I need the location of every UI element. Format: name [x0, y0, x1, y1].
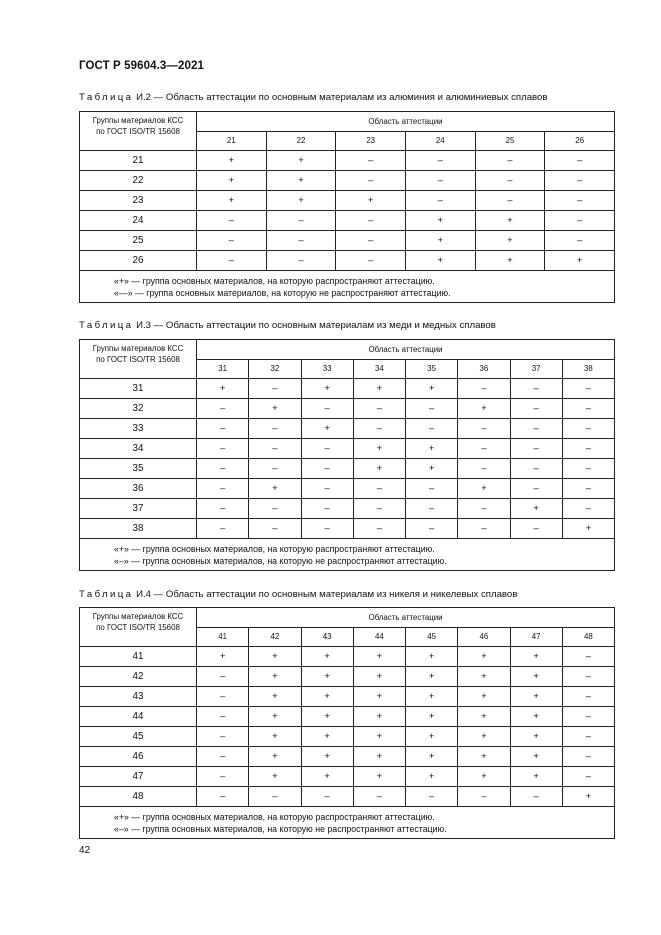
row-group-label: 34	[80, 439, 197, 459]
table-cell: +	[458, 727, 510, 747]
table-cell: –	[197, 419, 249, 439]
row-group-label: 25	[80, 231, 197, 251]
table-cell: +	[301, 667, 353, 687]
table-cell: +	[301, 419, 353, 439]
table-cell: –	[406, 479, 458, 499]
table-cell: –	[353, 787, 405, 807]
table-cell: +	[458, 399, 510, 419]
table-cell: –	[545, 231, 615, 251]
table-cell: –	[406, 787, 458, 807]
column-number: 31	[197, 360, 249, 379]
note-plus: «+» — группа основных материалов, на которую распространяют аттестацию.	[114, 543, 435, 554]
table-cell: +	[266, 151, 336, 171]
table-row	[80, 191, 615, 211]
groups-header	[80, 340, 197, 379]
table-cell: –	[562, 747, 614, 767]
caption-prefix: Таблица	[79, 589, 134, 600]
notes-row	[80, 271, 615, 303]
table-cell: –	[458, 499, 510, 519]
table-cell: –	[301, 439, 353, 459]
table-cell: –	[510, 519, 562, 539]
table-row	[80, 251, 615, 271]
table-cell: –	[197, 687, 249, 707]
table-cell: –	[336, 211, 406, 231]
table-cell: +	[353, 439, 405, 459]
groups-header-line1: Группы материалов КСС	[92, 612, 184, 621]
table-cell: –	[405, 191, 475, 211]
column-number: 38	[562, 360, 614, 379]
table-cell: –	[197, 667, 249, 687]
table-cell: +	[406, 767, 458, 787]
table-cell: –	[197, 707, 249, 727]
table-cell: +	[249, 647, 301, 667]
table-cell: +	[510, 707, 562, 727]
table-cell: –	[406, 519, 458, 539]
table-cell: –	[197, 399, 249, 419]
table-cell: +	[406, 379, 458, 399]
table-cell: +	[406, 727, 458, 747]
table-cell: +	[458, 667, 510, 687]
table-cell: –	[353, 479, 405, 499]
groups-header	[80, 112, 197, 151]
table-cell: –	[249, 787, 301, 807]
groups-header-line1: Группы материалов КСС	[92, 116, 184, 125]
row-group-label: 23	[80, 191, 197, 211]
table-cell: –	[475, 151, 545, 171]
column-number: 34	[353, 360, 405, 379]
table-caption	[79, 320, 496, 331]
row-group-label: 33	[80, 419, 197, 439]
table-cell: –	[406, 499, 458, 519]
table-cell: –	[197, 499, 249, 519]
table-cell: –	[353, 499, 405, 519]
note-plus: «+» — группа основных материалов, на которую распространяют аттестацию.	[114, 811, 435, 822]
column-number: 41	[197, 628, 249, 647]
table-cell: –	[545, 171, 615, 191]
groups-header-line2: по ГОСТ ISO/TR 15608	[96, 127, 180, 136]
table-cell: +	[510, 727, 562, 747]
row-group-label: 48	[80, 787, 197, 807]
notes-row	[80, 807, 615, 839]
table-cell: –	[336, 151, 406, 171]
table-cell: +	[301, 727, 353, 747]
table-cell: +	[510, 767, 562, 787]
table-cell: +	[266, 191, 336, 211]
groups-header-line1: Группы материалов КСС	[92, 344, 184, 353]
table-cell: –	[197, 747, 249, 767]
table-cell: –	[458, 459, 510, 479]
table-cell: +	[353, 459, 405, 479]
table-cell: +	[510, 747, 562, 767]
table-row	[80, 439, 615, 459]
table-cell: –	[249, 459, 301, 479]
table-row	[80, 231, 615, 251]
column-number: 33	[301, 360, 353, 379]
table-cell: +	[353, 707, 405, 727]
column-number: 25	[475, 132, 545, 151]
column-number: 26	[545, 132, 615, 151]
table-row	[80, 747, 615, 767]
note-minus: «—» — группа основных материалов, на которую не распространяют аттестацию.	[114, 287, 451, 298]
note-minus: «–» — группа основных материалов, на которую не распространяют аттестацию.	[114, 555, 447, 566]
table-row	[80, 519, 615, 539]
row-group-label: 38	[80, 519, 197, 539]
table-cell: –	[197, 459, 249, 479]
table-cell: +	[406, 747, 458, 767]
table-cell: +	[405, 231, 475, 251]
table-cell: –	[301, 479, 353, 499]
table-cell: –	[405, 171, 475, 191]
table-cell: –	[510, 379, 562, 399]
column-number: 21	[197, 132, 267, 151]
row-group-label: 21	[80, 151, 197, 171]
table-cell: –	[545, 151, 615, 171]
table-cell: –	[197, 767, 249, 787]
row-group-label: 24	[80, 211, 197, 231]
row-group-label: 31	[80, 379, 197, 399]
table-cell: +	[406, 439, 458, 459]
table-cell: +	[301, 687, 353, 707]
table-cell: –	[562, 707, 614, 727]
caption-text: И.4 — Область аттестации по основным материалам из никеля и никелевых сплавов	[133, 589, 518, 600]
column-number: 32	[249, 360, 301, 379]
table-cell: –	[458, 379, 510, 399]
table-row	[80, 767, 615, 787]
caption-text: И.3 — Область аттестации по основным материалам из меди и медных сплавов	[133, 320, 496, 331]
row-group-label: 32	[80, 399, 197, 419]
table-cell: –	[562, 439, 614, 459]
table-cell: +	[406, 667, 458, 687]
table-cell: –	[266, 211, 336, 231]
table-row	[80, 647, 615, 667]
table-cell: –	[510, 459, 562, 479]
table-cell: –	[197, 787, 249, 807]
table-cell: –	[336, 251, 406, 271]
table-cell: +	[510, 499, 562, 519]
table-cell: +	[353, 687, 405, 707]
table-cell: +	[458, 767, 510, 787]
table-cell: –	[475, 171, 545, 191]
row-group-label: 45	[80, 727, 197, 747]
table-cell: –	[301, 519, 353, 539]
table-cell: –	[562, 727, 614, 747]
table-cell: +	[266, 171, 336, 191]
table-cell: +	[249, 727, 301, 747]
column-number: 35	[406, 360, 458, 379]
row-group-label: 47	[80, 767, 197, 787]
column-number: 42	[249, 628, 301, 647]
table-row	[80, 499, 615, 519]
table-cell: +	[458, 707, 510, 727]
table-cell: –	[249, 519, 301, 539]
table-cell: +	[458, 479, 510, 499]
table-cell: –	[301, 499, 353, 519]
table-row	[80, 211, 615, 231]
table-row	[80, 171, 615, 191]
table-cell: –	[510, 399, 562, 419]
table-row	[80, 667, 615, 687]
table-cell: –	[562, 399, 614, 419]
column-number: 46	[458, 628, 510, 647]
table-cell: +	[197, 379, 249, 399]
table-cell: +	[406, 647, 458, 667]
area-header: Область аттестации	[197, 112, 615, 132]
table-cell: +	[353, 767, 405, 787]
table-cell: –	[197, 211, 267, 231]
table-cell: –	[562, 419, 614, 439]
table-row	[80, 419, 615, 439]
table-cell: –	[405, 151, 475, 171]
table-cell: –	[353, 399, 405, 419]
table-row	[80, 479, 615, 499]
table-cell: –	[562, 687, 614, 707]
table-cell: –	[545, 211, 615, 231]
table-cell: +	[249, 747, 301, 767]
table-cell: +	[406, 687, 458, 707]
table-cell: +	[301, 647, 353, 667]
table-cell: –	[458, 419, 510, 439]
table-cell: –	[458, 787, 510, 807]
table-cell: +	[249, 707, 301, 727]
column-number: 36	[458, 360, 510, 379]
table-cell: –	[562, 647, 614, 667]
table-cell: +	[249, 767, 301, 787]
table-cell: +	[301, 767, 353, 787]
column-number: 47	[510, 628, 562, 647]
table-cell: +	[197, 151, 267, 171]
table-cell: +	[353, 747, 405, 767]
table-cell: +	[406, 459, 458, 479]
table-cell: –	[197, 439, 249, 459]
table-copper	[79, 339, 615, 571]
table-aluminium	[79, 111, 615, 303]
document-header: ГОСТ Р 59604.3—2021	[79, 60, 204, 72]
table-cell: +	[458, 687, 510, 707]
note-plus: «+» — группа основных материалов, на которую распространяют аттестацию.	[114, 275, 435, 286]
table-cell: –	[562, 459, 614, 479]
table-row	[80, 151, 615, 171]
table-cell: –	[545, 191, 615, 211]
column-number: 22	[266, 132, 336, 151]
note-minus: «–» — группа основных материалов, на которую не распространяют аттестацию.	[114, 823, 447, 834]
table-row	[80, 687, 615, 707]
page-number: 42	[79, 845, 91, 856]
table-cell: –	[458, 439, 510, 459]
table-cell: +	[562, 519, 614, 539]
table-cell: –	[197, 519, 249, 539]
table-cell: +	[301, 707, 353, 727]
table-cell: +	[405, 251, 475, 271]
table-cell: +	[336, 191, 406, 211]
table-cell: +	[475, 251, 545, 271]
row-group-label: 36	[80, 479, 197, 499]
row-group-label: 26	[80, 251, 197, 271]
column-number: 48	[562, 628, 614, 647]
table-cell: +	[197, 191, 267, 211]
table-cell: +	[353, 379, 405, 399]
table-cell: –	[510, 479, 562, 499]
table-cell: +	[249, 399, 301, 419]
notes-row	[80, 539, 615, 571]
table-cell: –	[197, 251, 267, 271]
table-cell: –	[249, 379, 301, 399]
table-cell: –	[266, 251, 336, 271]
area-header: Область аттестации	[197, 608, 615, 628]
table-cell: –	[562, 379, 614, 399]
table-cell: +	[249, 667, 301, 687]
table-cell: –	[301, 459, 353, 479]
column-number: 23	[336, 132, 406, 151]
table-cell: +	[406, 707, 458, 727]
table-cell: +	[249, 687, 301, 707]
column-number: 24	[405, 132, 475, 151]
table-cell: +	[562, 787, 614, 807]
table-cell: +	[475, 231, 545, 251]
table-cell: –	[249, 419, 301, 439]
table-cell: –	[562, 667, 614, 687]
table-cell: –	[336, 231, 406, 251]
table-cell: –	[353, 419, 405, 439]
table-row	[80, 727, 615, 747]
table-cell: +	[353, 647, 405, 667]
row-group-label: 43	[80, 687, 197, 707]
table-cell: +	[458, 647, 510, 667]
table-cell: –	[197, 727, 249, 747]
table-cell: +	[249, 479, 301, 499]
area-header: Область аттестации	[197, 340, 615, 360]
groups-header-line2: по ГОСТ ISO/TR 15608	[96, 623, 180, 632]
column-number: 37	[510, 360, 562, 379]
table-cell: +	[510, 667, 562, 687]
table-cell: +	[405, 211, 475, 231]
table-caption	[79, 589, 517, 600]
table-row	[80, 399, 615, 419]
table-cell: –	[301, 787, 353, 807]
column-number: 43	[301, 628, 353, 647]
table-cell: +	[510, 647, 562, 667]
row-group-label: 35	[80, 459, 197, 479]
table-cell: –	[510, 787, 562, 807]
table-cell: –	[562, 499, 614, 519]
table-cell: –	[266, 231, 336, 251]
table-cell: –	[353, 519, 405, 539]
table-cell: –	[510, 419, 562, 439]
table-row	[80, 707, 615, 727]
caption-prefix: Таблица	[79, 320, 134, 331]
table-cell: +	[510, 687, 562, 707]
groups-header-line2: по ГОСТ ISO/TR 15608	[96, 355, 180, 364]
table-row	[80, 379, 615, 399]
groups-header	[80, 608, 197, 647]
table-caption	[79, 92, 547, 103]
table-cell: +	[301, 747, 353, 767]
table-cell: –	[301, 399, 353, 419]
table-cell: –	[510, 439, 562, 459]
table-cell: –	[406, 419, 458, 439]
row-group-label: 41	[80, 647, 197, 667]
row-group-label: 44	[80, 707, 197, 727]
table-cell: –	[249, 439, 301, 459]
row-group-label: 42	[80, 667, 197, 687]
table-cell: +	[353, 667, 405, 687]
table-cell: +	[197, 171, 267, 191]
table-row	[80, 787, 615, 807]
table-cell: –	[562, 767, 614, 787]
table-cell: –	[197, 231, 267, 251]
table-cell: +	[353, 727, 405, 747]
table-cell: +	[197, 647, 249, 667]
table-cell: –	[249, 499, 301, 519]
row-group-label: 37	[80, 499, 197, 519]
column-number: 44	[353, 628, 405, 647]
row-group-label: 22	[80, 171, 197, 191]
notes-cell	[80, 807, 615, 839]
table-cell: –	[458, 519, 510, 539]
table-cell: +	[301, 379, 353, 399]
column-number: 45	[406, 628, 458, 647]
notes-cell	[80, 271, 615, 303]
caption-text: И.2 — Область аттестации по основным материалам из алюминия и алюминиевых сплавов	[133, 92, 548, 103]
table-cell: –	[336, 171, 406, 191]
caption-prefix: Таблица	[79, 92, 134, 103]
table-row	[80, 459, 615, 479]
table-cell: –	[475, 191, 545, 211]
table-cell: +	[545, 251, 615, 271]
table-cell: –	[406, 399, 458, 419]
table-nickel	[79, 607, 615, 839]
table-cell: +	[458, 747, 510, 767]
table-cell: –	[562, 479, 614, 499]
row-group-label: 46	[80, 747, 197, 767]
table-cell: –	[197, 479, 249, 499]
table-cell: +	[475, 211, 545, 231]
notes-cell	[80, 539, 615, 571]
